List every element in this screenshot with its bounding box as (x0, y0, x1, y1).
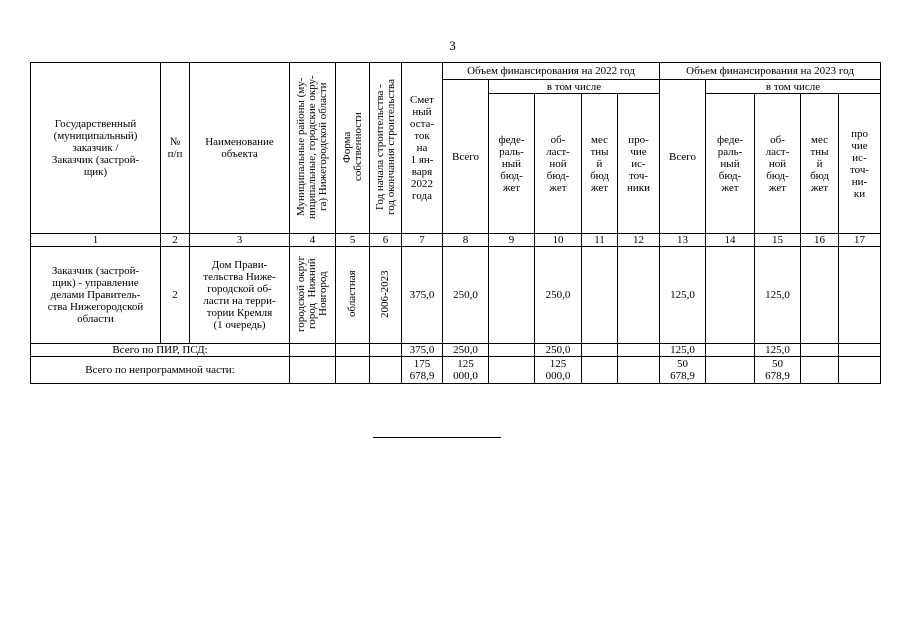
header-regional-2022: об- ласт- ной бюд- жет (535, 94, 582, 234)
empty-cell (370, 357, 402, 384)
column-number: 9 (489, 234, 535, 247)
empty-cell (582, 344, 618, 357)
header-years: Год начала строительства - год окончания строительства (370, 63, 402, 234)
header-districts: Муниципальные районы (му- ниципальные, городские окру- га) Нижегородской области (290, 63, 336, 234)
empty-cell (839, 344, 881, 357)
column-number: 2 (161, 234, 190, 247)
column-number: 14 (706, 234, 755, 247)
column-number: 15 (755, 234, 801, 247)
empty-cell (618, 344, 660, 357)
empty-cell (290, 344, 336, 357)
empty-cell (706, 344, 755, 357)
grand-total-total-2023: 50 678,9 (660, 357, 706, 384)
grand-total-estimate-balance: 175 678,9 (402, 357, 443, 384)
row-district: городской округ город Нижний Новгород (290, 247, 336, 344)
header-including-2023: в том числе (706, 80, 881, 94)
column-number-row (31, 234, 881, 247)
grand-total-label: Всего по непрограммной части: (31, 357, 290, 384)
column-number: 6 (370, 234, 402, 247)
header-ownership: Форма собственности (336, 63, 370, 234)
row-num: 2 (161, 247, 190, 344)
column-number: 11 (582, 234, 618, 247)
empty-cell (489, 357, 535, 384)
header-local-2023: мес тны й бюд жет (801, 94, 839, 234)
header-including-2022: в том числе (489, 80, 660, 94)
header-total-2023: Всего (660, 80, 706, 234)
subtotal-total-2022: 250,0 (443, 344, 489, 357)
row-local-2023 (801, 247, 839, 344)
header-num: № п/п (161, 63, 190, 234)
separator-line (373, 437, 501, 438)
column-number: 8 (443, 234, 489, 247)
row-regional-2022: 250,0 (535, 247, 582, 344)
header-row-1 (31, 63, 881, 80)
header-other-2023: про чие ис- точ- ни- ки (839, 94, 881, 234)
header-object-name: Наименование объекта (190, 63, 290, 234)
header-customer: Государственный (муниципальный) заказчик / Заказчик (застрой- щик) (31, 63, 161, 234)
empty-cell (336, 357, 370, 384)
row-object-name: Дом Прави- тельства Ниже- городской об- ласти на терри- тории Кремля (1 очередь) (190, 247, 290, 344)
grand-total-total-2022: 125 000,0 (443, 357, 489, 384)
header-local-2022: мес тны й бюд жет (582, 94, 618, 234)
empty-cell (290, 357, 336, 384)
column-number: 12 (618, 234, 660, 247)
empty-cell (582, 357, 618, 384)
header-regional-2023: об- ласт- ной бюд- жет (755, 94, 801, 234)
header-estimate-balance: Смет ный оста- ток на 1 ян- варя 2022 года (402, 63, 443, 234)
row-regional-2023: 125,0 (755, 247, 801, 344)
row-total-2022: 250,0 (443, 247, 489, 344)
grand-total-row (31, 357, 881, 384)
subtotal-estimate-balance: 375,0 (402, 344, 443, 357)
column-number: 16 (801, 234, 839, 247)
subtotal-regional-2023: 125,0 (755, 344, 801, 357)
subtotal-total-2023: 125,0 (660, 344, 706, 357)
column-number: 4 (290, 234, 336, 247)
column-number: 5 (336, 234, 370, 247)
row-customer: Заказчик (застрой- щик) - управление делами Правитель- ства Нижегородской области (31, 247, 161, 344)
empty-cell (801, 357, 839, 384)
subtotal-row (31, 344, 881, 357)
header-federal-2023: феде- раль- ный бюд- жет (706, 94, 755, 234)
column-number: 3 (190, 234, 290, 247)
row-federal-2023 (706, 247, 755, 344)
empty-cell (336, 344, 370, 357)
row-total-2023: 125,0 (660, 247, 706, 344)
subtotal-label: Всего по ПИР, ПСД: (31, 344, 290, 357)
page-number: 3 (449, 38, 456, 53)
subtotal-regional-2022: 250,0 (535, 344, 582, 357)
header-funding-2022: Объем финансирования на 2022 год (443, 63, 660, 80)
header-total-2022: Всего (443, 80, 489, 234)
header-funding-2023: Объем финансирования на 2023 год (660, 63, 881, 80)
column-number: 7 (402, 234, 443, 247)
financing-table (30, 62, 881, 384)
column-number: 13 (660, 234, 706, 247)
column-number: 17 (839, 234, 881, 247)
header-other-2022: про- чие ис- точ- ники (618, 94, 660, 234)
row-other-2022 (618, 247, 660, 344)
column-number: 10 (535, 234, 582, 247)
row-federal-2022 (489, 247, 535, 344)
table-row (31, 247, 881, 344)
row-local-2022 (582, 247, 618, 344)
grand-total-regional-2022: 125 000,0 (535, 357, 582, 384)
row-years: 2006-2023 (370, 247, 402, 344)
row-other-2023 (839, 247, 881, 344)
empty-cell (706, 357, 755, 384)
empty-cell (370, 344, 402, 357)
column-number: 1 (31, 234, 161, 247)
empty-cell (618, 357, 660, 384)
empty-cell (801, 344, 839, 357)
grand-total-regional-2023: 50 678,9 (755, 357, 801, 384)
empty-cell (839, 357, 881, 384)
header-federal-2022: феде- раль- ный бюд- жет (489, 94, 535, 234)
empty-cell (489, 344, 535, 357)
row-ownership: областная (336, 247, 370, 344)
row-estimate-balance: 375,0 (402, 247, 443, 344)
